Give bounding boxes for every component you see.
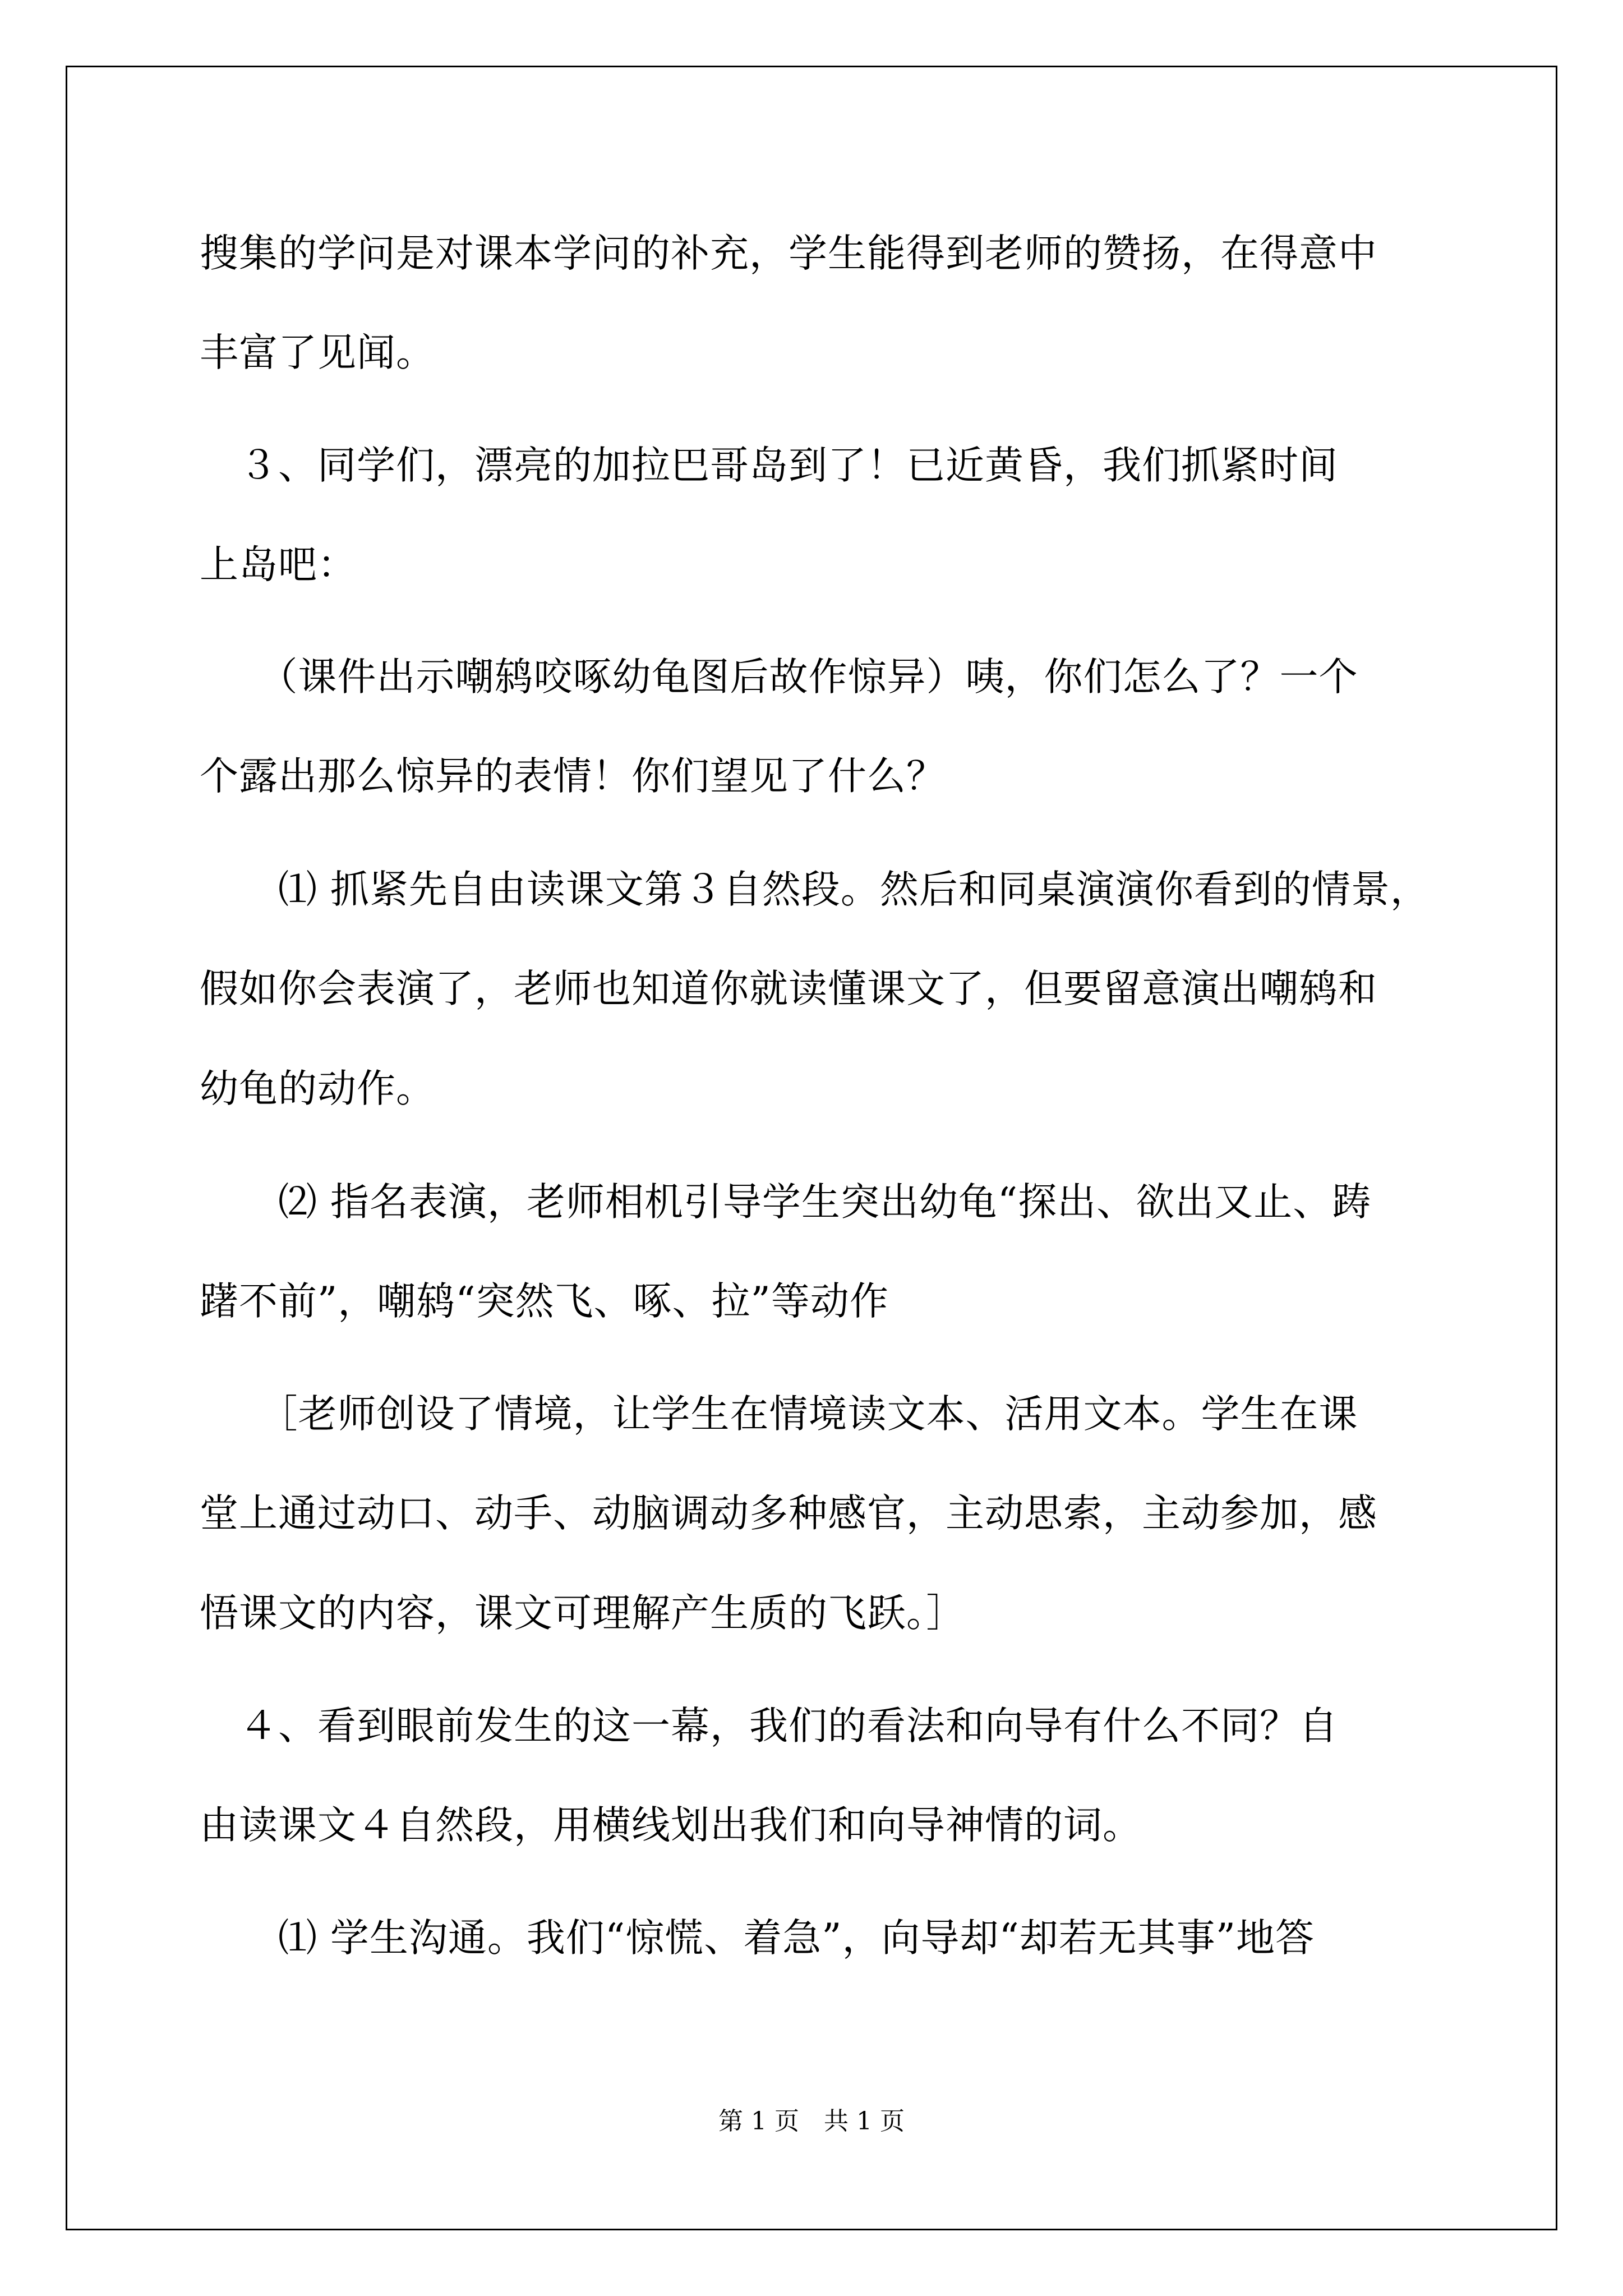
text-line-8: 假如你会表演了，老师也知道你就读懂课文了，但要留意演出嘲鸫和 [200,967,1377,1011]
page-number-footer: 第 1 页 共 1 页 [718,2107,905,2136]
text-line-3: ３、同学们，漂亮的加拉巴哥岛到了！已近黄昏，我们抓紧时间 [200,443,1338,488]
text-line-5: （课件出示嘲鸫咬啄幼龟图后故作惊异）咦，你们怎么了？一个 [200,655,1358,700]
text-line-17: ⑴ 学生沟通。我们“惊慌、着急”，向导却“却若无其事”地答 [200,1916,1315,1961]
text-line-11: 躇不前”，嘲鸫“突然飞、啄、拉”等动作 [200,1279,889,1324]
text-line-12: ［老师创设了情境，让学生在情境读文本、活用文本。学生在课 [200,1392,1358,1437]
page-border [66,66,1557,2230]
text-line-13: 堂上通过动口、动手、动脑调动多种感官，主动思索，主动参加，感 [200,1491,1377,1536]
text-line-14: 悟课文的内容，课文可理解产生质的飞跃。］ [200,1591,966,1636]
text-line-15: ４、看到眼前发生的这一幕，我们的看法和向导有什么不同？自 [200,1704,1338,1749]
text-line-9: 幼龟的动作。 [200,1066,435,1111]
text-line-16: 由读课文４自然段，用横线划出我们和向导神情的词。 [200,1803,1142,1848]
text-line-6: 个露出那么惊异的表情！你们望见了什么？ [200,754,946,799]
text-line-2: 丰富了见闻。 [200,330,435,375]
text-line-4: 上岛吧： [200,542,357,587]
text-line-1: 搜集的学问是对课本学问的补充，学生能得到老师的赞扬，在得意中 [200,231,1377,276]
text-line-10: ⑵ 指名表演，老师相机引导学生突出幼龟“探出、欲出又止、踌 [200,1180,1372,1225]
text-line-7: ⑴ 抓紧先自由读课文第３自然段。然后和同桌演演你看到的情景， [200,867,1430,912]
